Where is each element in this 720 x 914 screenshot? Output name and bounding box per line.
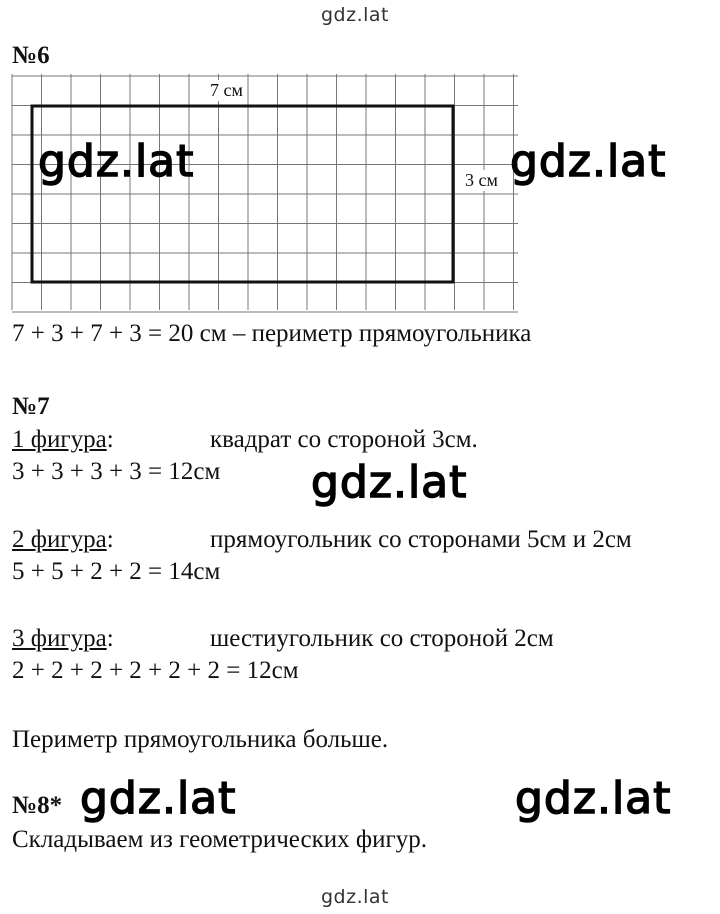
- figure-1-label-line: [12, 426, 114, 454]
- watermark-logo: gdz.lat: [80, 773, 237, 824]
- task7-conclusion: Периметр прямоугольника больше.: [12, 726, 389, 753]
- task6-number: №6: [12, 42, 50, 69]
- watermark-logo: gdz.lat: [510, 136, 667, 187]
- figure-2-calc: 5 + 5 + 2 + 2 = 14см: [12, 558, 221, 585]
- grid-lines: [12, 74, 518, 312]
- figure-3-label-line: [12, 625, 114, 653]
- figure-3-desc: шестиугольник со стороной 2см: [210, 625, 554, 652]
- figure-1-label: 1 фигура: [12, 426, 107, 453]
- watermark-logo: gdz.lat: [38, 136, 195, 187]
- figure-3-colon: :: [106, 625, 114, 652]
- watermark-logo: gdz.lat: [515, 773, 672, 824]
- watermark-logo: gdz.lat: [311, 457, 468, 508]
- figure-1-desc: квадрат со стороной 3см.: [210, 426, 478, 453]
- task6-equation: 7 + 3 + 7 + 3 = 20 см – периметр прямоугольника: [12, 320, 532, 347]
- task8-text: Складываем из геометрических фигур.: [12, 826, 427, 853]
- footer-site-label: gdz.lat: [321, 886, 390, 908]
- figure-1-colon: :: [106, 426, 114, 453]
- grid-drawing: [0, 74, 720, 314]
- figure-1-calc: 3 + 3 + 3 + 3 = 12см: [12, 458, 221, 485]
- figure-2-label: 2 фигура: [12, 526, 107, 553]
- figure-3-label: 3 фигура: [12, 625, 107, 652]
- rectangle-top-label: 7 см: [210, 80, 243, 100]
- rectangle-side-label: 3 см: [465, 170, 498, 190]
- figure-2-desc: прямоугольник со сторонами 5см и 2см: [210, 526, 632, 553]
- figure-2-colon: :: [106, 526, 114, 553]
- task8-number: №8*: [12, 792, 63, 819]
- header-site-label: gdz.lat: [321, 4, 390, 26]
- figure-2-label-line: [12, 526, 114, 554]
- task7-number: №7: [12, 393, 50, 420]
- figure-3-calc: 2 + 2 + 2 + 2 + 2 + 2 = 12см: [12, 657, 299, 684]
